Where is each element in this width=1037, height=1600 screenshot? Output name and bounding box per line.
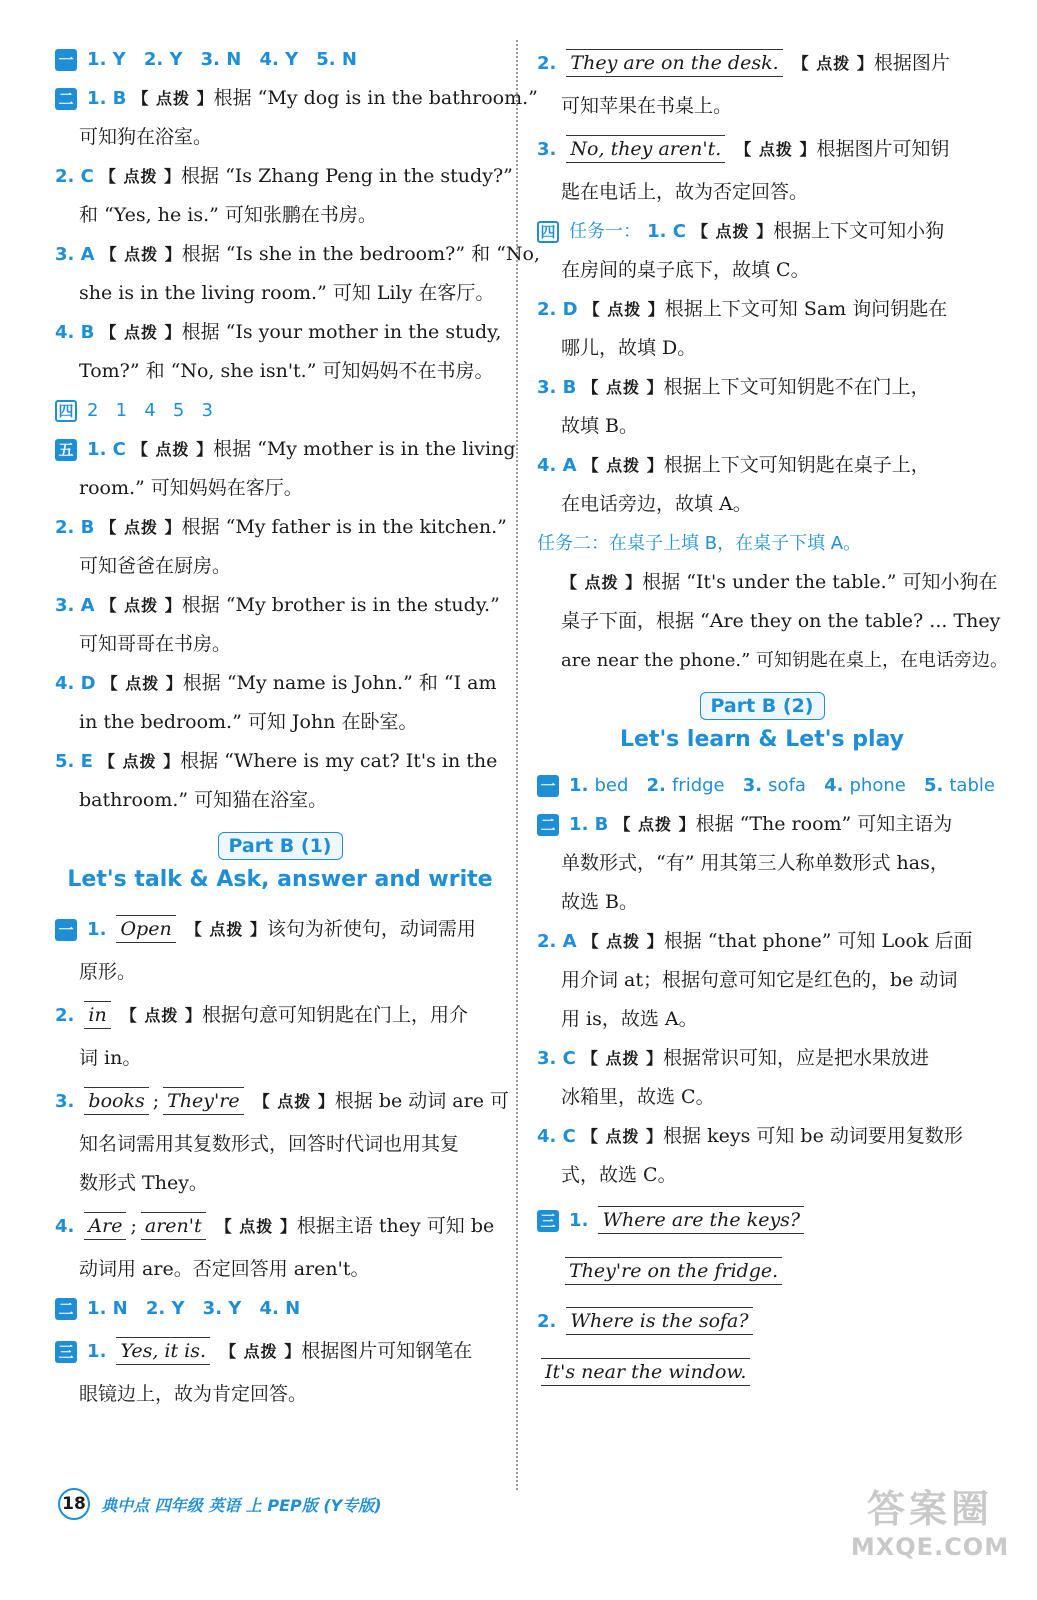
hint-tag: 【 点拨 】 [614,815,696,834]
text: 根据常识可知，应是把水果放进 [663,1047,930,1069]
task-label: 任务一： [569,221,642,242]
answer: 3. Y [202,1298,242,1319]
answer-word: bed [594,775,629,796]
s2-q1 [55,79,538,118]
answer-word: fridge [671,775,725,796]
answer: 2. Y [145,1298,185,1319]
answer: 4. N [259,1298,301,1319]
q-num: 3. A [55,595,95,616]
r4-task2-l2: 桌子下面，根据 “Are they on the table? ... They [561,610,1001,632]
r4-q4-cont: 在电话旁边，故填 A。 [561,493,752,515]
section-icon: 二 [55,1298,77,1320]
q-num: 4. [55,1216,75,1237]
q-num: 2. [537,53,557,74]
hint-tag: 【 点拨 】 [215,1217,297,1236]
b1-q4 [55,1203,505,1250]
section-icon: 二 [55,88,77,110]
c2-q2-cont: 用介词 at；根据句意可知它是红色的，be 动词 [561,969,958,991]
watermark-url: MXQE.COM [850,1533,1010,1561]
hint-tag: 【 点拨 】 [132,89,214,108]
text: 根据 “Is your mother in the study, [181,321,502,343]
q-num: 1. [569,775,589,796]
text: 根据上下文可知 Sam 询问钥匙在 [664,298,948,320]
r2-row [537,40,987,87]
hint-tag: 【 点拨 】 [185,920,267,939]
text: 根据 “My mother is in the living [213,438,516,460]
answer-word: sofa [768,775,806,796]
c3-q2 [537,1296,987,1347]
b3-q1 [55,1328,505,1375]
q-num: 3. B [537,377,577,398]
hint-tag: 【 点拨 】 [220,1342,302,1361]
c2-q1-cont2: 故选 B。 [561,891,639,913]
part-badge: Part B (2) [700,692,825,720]
q-num: 4. A [537,455,577,476]
section-icon: 一 [55,49,77,71]
answer: 4. Y [259,49,299,70]
q-num: 4. B [55,322,95,343]
s5-q5 [55,742,505,781]
text: 根据上下文可知钥匙在桌子上， [663,454,930,476]
answer: 3. N [200,49,242,70]
c3-q2-l2 [537,1347,987,1397]
q-num: 1. [87,919,107,940]
part-b2-header [537,692,987,720]
r3-cont: 匙在电话上，故为否定回答。 [561,181,809,203]
q-num: 3. A [55,244,95,265]
hint-tag: 【 点拨 】 [98,752,181,771]
hint-tag: 【 点拨 】 [100,596,182,615]
r4-q1 [537,212,987,251]
hint-tag: 【 点拨 】 [581,1049,664,1068]
text: 根据 “Is Zhang Peng in the study?” [181,165,513,187]
q-num: 3. [742,775,763,796]
text: 根据句意可知钥匙在门上，用介 [201,1004,468,1026]
handwritten-answer: Where are the keys? [598,1206,804,1234]
handwritten-answer: They're on the fridge. [565,1257,782,1285]
s2-q3-cont: she is in the living room.” 可知 Lily 在客厅。 [79,282,495,304]
b1-q3-cont: 知名词需用其复数形式，回答时代词也用其复 [79,1133,460,1155]
text: 该句为祈使句，动词需用 [266,918,476,940]
handwritten-answer: in [84,1001,110,1029]
section-icon: 四 [55,400,77,422]
text: 根据 “Is she in the bedroom?” 和 “No, [181,243,540,265]
task-answer: 在桌子上填 B，在桌子下填 A。 [609,533,862,554]
text: 根据 “Where is my cat? It's in the [180,750,498,772]
c1-row [537,766,995,805]
c3-q1-l2 [537,1246,987,1296]
hint-tag: 【 点拨 】 [582,456,664,475]
q-num: 5. E [55,751,93,772]
s2-q2-cont: 和 “Yes, he is.” 可知张鹏在书房。 [79,204,377,226]
hint-tag: 【 点拨 】 [131,440,214,459]
separator: ; [152,1090,160,1112]
s5-q3 [55,586,505,625]
s5-q1 [55,430,516,469]
s5-q3-cont: 可知哥哥在书房。 [79,633,232,655]
b1-q2-cont: 词 in。 [79,1047,142,1069]
left-column [55,40,540,1414]
c2-q4-cont: 式，故选 C。 [561,1164,677,1186]
q-num: 4. D [55,673,96,694]
q-num: 1. B [87,88,127,109]
hint-tag: 【 点拨 】 [582,378,664,397]
hint-tag: 【 点拨 】 [99,167,182,186]
text: 根据 “My father is in the kitchen.” [181,516,507,538]
hint-tag: 【 点拨 】 [691,222,774,241]
answer: 1. N [87,1298,128,1319]
r4-q2-cont: 哪儿，故填 D。 [561,337,697,359]
answer: 5. N [316,49,357,70]
b1-q4-cont: 动词用 are。否定回答用 aren't。 [79,1258,370,1280]
b2-row [55,1289,505,1328]
r4-q1-cont: 在房间的桌子底下，故填 C。 [561,259,810,281]
s2-q4 [55,313,505,352]
q-num: 1. C [87,439,126,460]
text: 根据 “My name is John.” 和 “I am [182,672,497,694]
q-num: 4. C [537,1126,576,1147]
b1-q1-cont: 原形。 [79,961,137,983]
section-icon: 三 [537,1210,559,1232]
q-num: 2. C [55,166,94,187]
part-badge: Part B (1) [218,832,343,860]
s5-q2-cont: 可知爸爸在厨房。 [79,555,232,577]
s5-q4 [55,664,505,703]
c3-q1 [537,1195,987,1246]
hint-tag: 【 点拨 】 [735,140,817,159]
part-b1-header [55,832,505,860]
hint-tag: 【 点拨 】 [253,1092,335,1111]
q-num: 1. C [647,221,686,242]
order-answer: 2 1 4 5 3 [87,400,213,421]
answer: 1. Y [87,49,126,70]
s4-row [55,391,505,430]
r4-task2 [537,524,987,563]
text: 根据上下文可知小狗 [773,220,945,242]
separator: ; [130,1215,137,1237]
q-num: 1. [87,1341,107,1362]
page-number: 18 [58,1488,90,1520]
b1-q2 [55,992,505,1039]
hint-tag: 【 点拨 】 [120,1006,202,1025]
r4-task2-l1 [537,563,998,602]
section-icon: 三 [55,1341,77,1363]
handwritten-answer: aren't [141,1212,206,1240]
hint-tag: 【 点拨 】 [581,1127,664,1146]
q-num: 2. [537,1311,557,1332]
book-title: 典中点 四年级 英语 上 PEP版 (Y专版) [101,1495,382,1515]
section-icon: 二 [537,814,559,836]
hint-tag: 【 点拨 】 [582,932,664,951]
c2-q3 [537,1039,987,1078]
part-title: Let's talk & Ask, answer and write [67,867,493,892]
section-icon: 四 [537,221,559,243]
q-num: 4. [824,775,844,796]
r3-row [537,126,987,173]
b1-q3-cont2: 数形式 They。 [79,1172,208,1194]
hint-tag: 【 点拨 】 [101,674,183,693]
answer-word: table [949,775,995,796]
text: 根据图片可知钢笔在 [301,1340,473,1362]
r4-task2-l3: are near the phone.” 可知钥匙在桌上，在电话旁边。 [561,650,1009,671]
q-num: 3. [55,1091,75,1112]
text: 根据 “The room” 可知主语为 [695,813,953,835]
page-footer [58,1488,382,1520]
r4-q3-cont: 故填 B。 [561,415,639,437]
text: 根据 be 动词 are 可 [334,1090,510,1112]
part-title: Let's learn & Let's play [619,727,904,752]
s5-q1-cont: room.” 可知妈妈在客厅。 [79,477,303,499]
q-num: 2. [646,775,666,796]
handwritten-answer: Where is the sofa? [566,1307,752,1335]
section-icon: 一 [55,919,77,941]
c2-q2-cont2: 用 is，故选 A。 [561,1008,698,1030]
handwritten-answer: Yes, it is. [116,1337,210,1365]
r4-q2 [537,290,987,329]
handwritten-answer: They're [163,1087,243,1115]
q-num: 3. C [537,1048,576,1069]
hint-tag: 【 点拨 】 [561,573,643,592]
text: 根据 “that phone” 可知 Look 后面 [663,930,973,952]
handwritten-answer: Open [116,915,175,943]
answer-word: phone [849,775,906,796]
s5-q2 [55,508,505,547]
section-icon: 一 [537,775,559,797]
handwritten-answer: books [84,1087,148,1115]
s2-q4-cont: Tom?” 和 “No, she isn't.” 可知妈妈不在书房。 [79,360,494,382]
handwritten-answer: No, they aren't. [566,135,725,163]
b3-q1-cont: 眼镜边上，故为肯定回答。 [79,1383,308,1405]
q-num: 2. [55,1005,75,1026]
q-num: 1. [569,1210,589,1231]
r4-q3 [537,368,987,407]
text: 根据图片 [873,52,950,74]
s1-row [55,40,505,79]
answer: 2. Y [143,49,183,70]
hint-tag: 【 点拨 】 [100,518,182,537]
q-num: 3. [537,139,557,160]
c2-q3-cont: 冰箱里，故选 C。 [561,1086,715,1108]
s5-q5-cont: bathroom.” 可知猫在浴室。 [79,789,328,811]
hint-tag: 【 点拨 】 [100,245,182,264]
text: 根据 “It's under the table.” 可知小狗在 [642,571,998,593]
r4-q4 [537,446,987,485]
handwritten-answer: It's near the window. [541,1358,750,1386]
c2-q1 [537,805,987,844]
watermark [840,1478,1020,1561]
b1-q1 [55,906,505,953]
q-num: 2. D [537,299,578,320]
text: 根据上下文可知钥匙不在门上， [663,376,930,398]
watermark-text: 答案圈 [866,1487,993,1531]
r2-cont: 可知苹果在书桌上。 [561,95,733,117]
b1-q3 [55,1078,510,1125]
q-num: 1. B [569,814,609,835]
s2-q1-cont: 可知狗在浴室。 [79,126,213,148]
c2-q1-cont: 单数形式，“有” 用其第三人称单数形式 has， [561,852,949,874]
q-num: 2. B [55,517,95,538]
handwritten-answer: Are [84,1212,126,1240]
q-num: 5. [923,775,944,796]
hint-tag: 【 点拨 】 [792,54,874,73]
right-column [537,40,1009,1397]
section-icon: 五 [55,439,77,461]
text: 根据 “My brother is in the study.” [181,594,500,616]
text: 根据主语 they 可知 be [296,1215,495,1237]
s2-q2 [55,157,513,196]
task-label: 任务二： [537,533,609,554]
text: 根据图片可知钥 [816,138,950,160]
handwritten-answer: They are on the desk. [566,49,782,77]
s2-q3 [55,235,540,274]
hint-tag: 【 点拨 】 [583,300,665,319]
c2-q2 [537,922,987,961]
c2-q4 [537,1117,987,1156]
hint-tag: 【 点拨 】 [100,323,182,342]
text: 根据 keys 可知 be 动词要用复数形 [663,1125,963,1147]
text: 根据 “My dog is in the bathroom.” [213,87,538,109]
s5-q4-cont: in the bedroom.” 可知 John 在卧室。 [79,711,418,733]
q-num: 2. A [537,931,577,952]
